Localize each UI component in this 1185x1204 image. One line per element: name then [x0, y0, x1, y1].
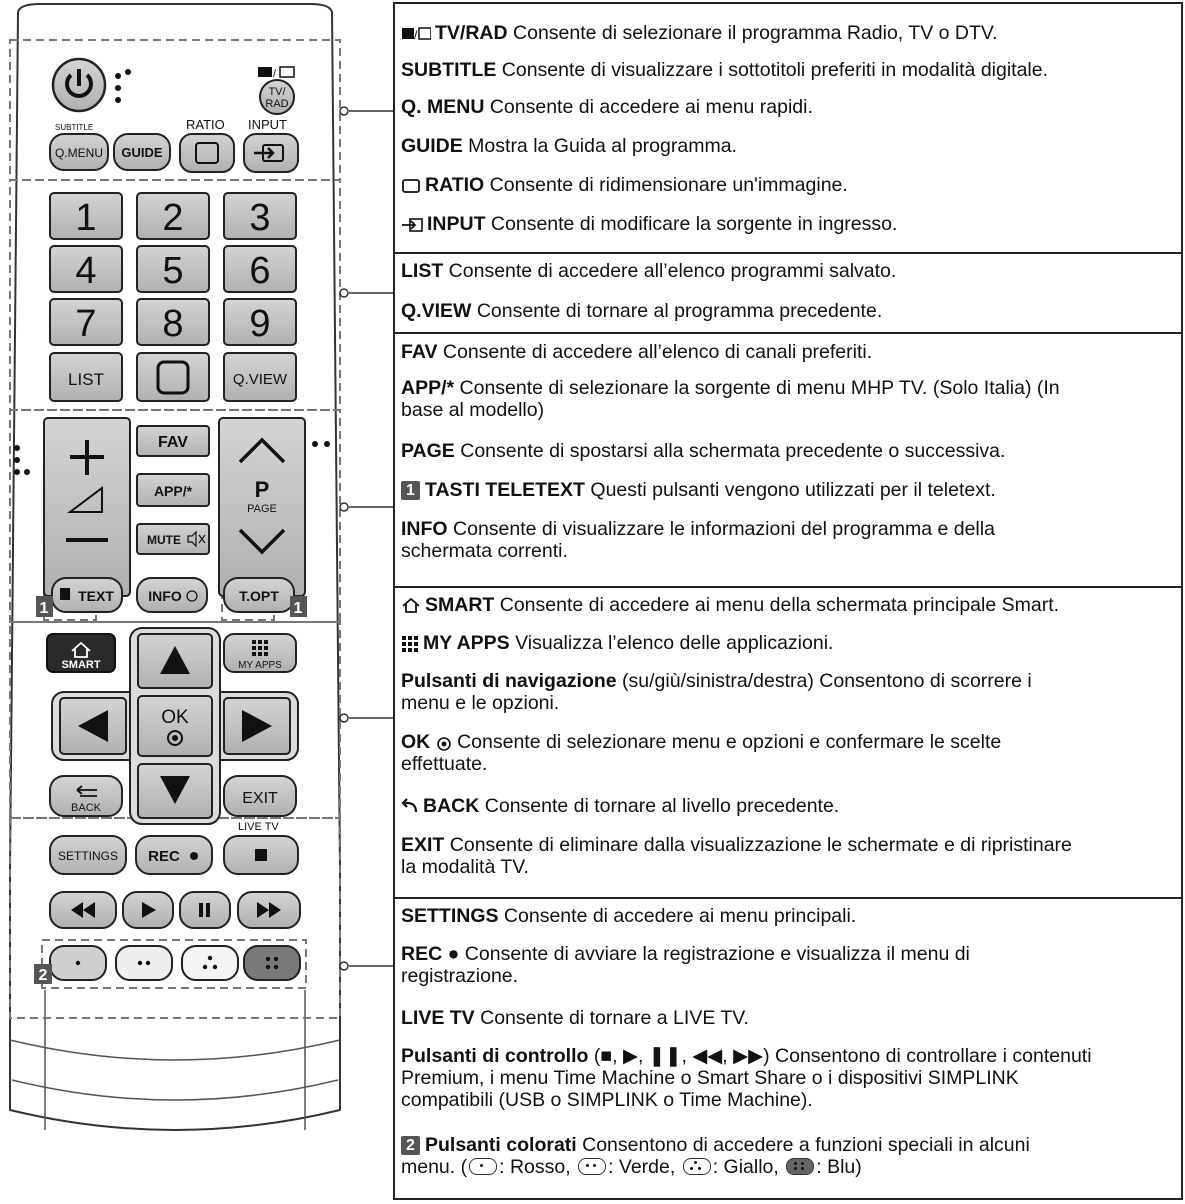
rewind-button[interactable]	[50, 892, 116, 928]
red-button[interactable]	[50, 946, 106, 980]
rec-button[interactable]	[136, 836, 212, 874]
desc-qmenu: Q. MENU Consente di accedere ai menu rapidi.	[401, 96, 813, 118]
svg-text:SMART: SMART	[61, 659, 101, 671]
digit-4-button[interactable]	[50, 246, 122, 292]
ratio-icon	[401, 178, 421, 194]
svg-text:REC: REC	[148, 848, 180, 865]
play-button[interactable]	[123, 892, 173, 928]
tvrad-bottom: RAD	[265, 98, 289, 110]
input-button[interactable]	[244, 134, 298, 172]
smart-button[interactable]	[47, 634, 115, 672]
svg-text:GUIDE: GUIDE	[121, 145, 163, 160]
power-button[interactable]	[53, 59, 105, 111]
svg-text:1: 1	[293, 600, 303, 617]
blue-button[interactable]	[244, 946, 300, 980]
desc-back: BACK Consente di tornare al livello precedente.	[401, 795, 1175, 817]
desc-ok: OK Consente di selezionare menu e opzioni e confermare le scelte effettuate.	[401, 731, 1002, 775]
pause-button[interactable]	[180, 892, 230, 928]
input-icon	[401, 217, 423, 233]
qmenu-button[interactable]	[50, 134, 108, 170]
nav-up-button[interactable]	[138, 634, 212, 688]
desc-input: INPUT Consente di modificare la sorgente in ingresso.	[401, 213, 1175, 235]
tvrad-top: TV/	[268, 86, 286, 98]
desc-color-buttons: 2 Pulsanti colorati Consentono di accedere a funzioni speciali in alcuni menu. ( : Rosso, : Verde, : Giallo, : Blu)	[401, 1134, 1030, 1178]
desc-smart: SMART Consente di accedere ai menu della schermata principale Smart.	[401, 594, 1175, 616]
desc-ratio: RATIO Consente di ridimensionare un'immagine.	[401, 174, 1175, 196]
desc-qview: Q.VIEW Consente di tornare al programma precedente.	[401, 300, 883, 322]
settings-button[interactable]	[50, 836, 126, 874]
desc-tvrad: / TV/RAD Consente di selezionare il programma Radio, TV o DTV.	[401, 22, 1175, 44]
svg-text:3: 3	[249, 197, 271, 239]
svg-text:9: 9	[249, 303, 271, 345]
tv-radio-icon	[401, 25, 431, 42]
yellow-button[interactable]	[182, 946, 238, 980]
yellow-button-icon	[683, 1158, 711, 1175]
svg-text:2: 2	[38, 967, 48, 984]
red-button-icon	[469, 1158, 497, 1175]
mute-button[interactable]	[137, 524, 209, 554]
text-button[interactable]	[52, 578, 122, 612]
teletext-icon	[60, 588, 70, 600]
svg-text:BACK: BACK	[71, 802, 101, 814]
desc-info: INFO Consente di visualizzare le informazioni del programma e della schermata correnti.	[401, 518, 995, 562]
stop-button[interactable]	[224, 836, 298, 874]
svg-text:OK: OK	[161, 707, 189, 728]
green-button-icon	[578, 1158, 606, 1175]
input-label: INPUT	[248, 117, 287, 132]
nav-left-button[interactable]	[60, 698, 126, 754]
blue-button-icon	[786, 1158, 814, 1175]
digit-7-button[interactable]	[50, 299, 122, 345]
svg-text:Q.MENU: Q.MENU	[55, 146, 103, 160]
svg-text:8: 8	[162, 303, 184, 345]
digit-1-button[interactable]	[50, 193, 122, 239]
desc-playback-controls: Pulsanti di controllo (■, ▶, ❚❚, ◀◀, ▶▶) Consentono di controllare i contenuti Premium, i menu Time Machine o Smart Share o i dispositivi SIMPLINK compatibili (USB o SIMPLINK o Time Machine).	[401, 1045, 1092, 1111]
svg-text:MUTE: MUTE	[147, 533, 181, 547]
svg-text:PAGE: PAGE	[247, 503, 277, 515]
svg-text:SETTINGS: SETTINGS	[57, 849, 119, 863]
svg-text:INFO: INFO	[148, 588, 182, 604]
svg-text:EXIT: EXIT	[242, 790, 278, 807]
desc-livetv: LIVE TV Consente di tornare a LIVE TV.	[401, 1007, 749, 1029]
livetv-label: LIVE TV	[238, 821, 279, 833]
svg-text:5: 5	[162, 250, 184, 292]
description-panel	[393, 2, 1183, 1200]
digit-8-button[interactable]	[137, 299, 209, 345]
desc-guide: GUIDE Mostra la Guida al programma.	[401, 135, 737, 157]
app-button[interactable]	[137, 474, 209, 506]
desc-app: APP/* Consente di selezionare la sorgente di menu MHP TV. (Solo Italia) (In base al modello)	[401, 377, 1060, 421]
fast-forward-button[interactable]	[238, 892, 300, 928]
exit-button[interactable]	[224, 776, 296, 816]
color-tag	[34, 964, 52, 984]
svg-text:MY APPS: MY APPS	[238, 660, 282, 671]
guide-button[interactable]	[114, 134, 170, 170]
svg-text:FAV: FAV	[158, 434, 188, 451]
svg-text:1: 1	[39, 600, 49, 617]
ok-icon	[436, 735, 452, 751]
back-arrow-icon	[401, 798, 419, 815]
desc-exit: EXIT Consente di eliminare dalla visualizzazione le schermate e di ripristinare la modalità TV.	[401, 834, 1072, 878]
ratio-button[interactable]	[180, 134, 234, 172]
myapps-button[interactable]	[224, 634, 296, 672]
digit-6-button[interactable]	[224, 246, 296, 292]
svg-text:4: 4	[75, 250, 97, 292]
apps-grid-icon	[252, 640, 268, 656]
info-button[interactable]	[137, 578, 207, 612]
teletext-tag-left	[36, 596, 53, 617]
list-button[interactable]	[50, 353, 122, 401]
svg-text:/: /	[414, 28, 418, 42]
svg-text:1: 1	[75, 197, 97, 239]
svg-text:APP/*: APP/*	[153, 483, 193, 499]
desc-myapps: MY APPS Visualizza l’elenco delle applicazioni.	[401, 632, 1175, 654]
desc-navigation: Pulsanti di navigazione (su/giù/sinistra/destra) Consentono di scorrere i menu e le opzioni.	[401, 670, 1032, 714]
ok-button[interactable]	[138, 696, 212, 756]
digit-2-button[interactable]	[137, 193, 209, 239]
nav-down-button[interactable]	[138, 764, 212, 818]
desc-rec: REC ● Consente di avviare la registrazione e visualizza il menu di registrazione.	[401, 943, 970, 987]
desc-fav: FAV Consente di accedere all’elenco di canali preferiti.	[401, 341, 873, 363]
subtitle-label: SUBTITLE	[55, 123, 94, 132]
record-dot-icon	[190, 852, 198, 860]
desc-teletext: 1 TASTI TELETEXT Questi pulsanti vengono utilizzati per il teletext.	[401, 479, 1175, 501]
desc-settings: SETTINGS Consente di accedere ai menu principali.	[401, 905, 857, 927]
desc-page: PAGE Consente di spostarsi alla schermata precedente o successiva.	[401, 440, 1006, 462]
digit-0-button[interactable]	[137, 353, 209, 401]
digit-9-button[interactable]	[224, 299, 296, 345]
svg-text:P: P	[254, 477, 270, 502]
svg-text:TEXT: TEXT	[78, 588, 114, 604]
svg-text:2: 2	[162, 197, 184, 239]
topt-button[interactable]	[224, 578, 294, 612]
nav-right-button[interactable]	[224, 698, 290, 754]
desc-list: LIST Consente di accedere all’elenco programmi salvato.	[401, 260, 897, 282]
svg-text:Q.VIEW: Q.VIEW	[232, 371, 288, 388]
svg-text:6: 6	[249, 250, 271, 292]
green-button[interactable]	[116, 946, 172, 980]
back-button[interactable]	[50, 776, 122, 816]
qview-button[interactable]	[224, 353, 296, 401]
svg-text:7: 7	[75, 303, 97, 345]
volume-rocker[interactable]	[44, 418, 130, 596]
svg-text:T.OPT: T.OPT	[239, 588, 279, 604]
home-icon	[401, 597, 421, 614]
digit-3-button[interactable]	[224, 193, 296, 239]
teletext-tag-right	[290, 596, 307, 617]
fav-button[interactable]	[137, 426, 209, 456]
svg-text:/: /	[273, 68, 277, 80]
page-rocker[interactable]	[219, 418, 305, 596]
stop-icon	[255, 849, 267, 861]
desc-subtitle: SUBTITLE Consente di visualizzare i sottotitoli preferiti in modalità digitale.	[401, 59, 1049, 81]
ratio-label: RATIO	[186, 117, 225, 132]
apps-grid-icon	[401, 635, 419, 652]
digit-5-button[interactable]	[137, 246, 209, 292]
svg-text:LIST: LIST	[68, 370, 104, 389]
